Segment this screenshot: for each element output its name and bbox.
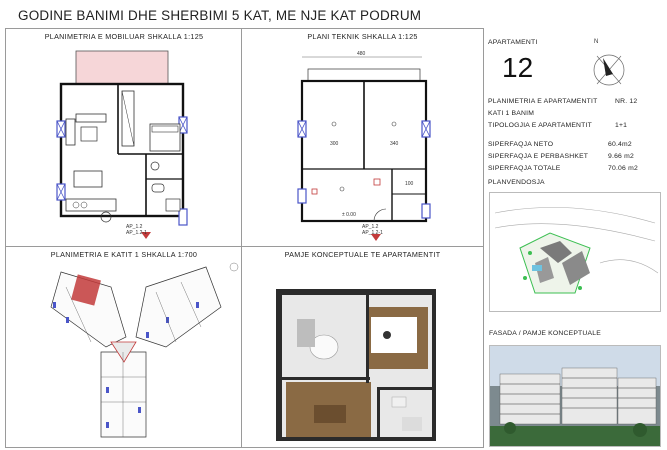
floor-plan-title: PLANIMETRIA E KATIT 1 SHKALLA 1:700 [50, 250, 198, 259]
dim-top: 480 [357, 51, 366, 57]
dim-a: 300 [330, 141, 339, 147]
area-value-0: 60.4m2 [608, 141, 632, 148]
concept-plan-render [242, 247, 483, 447]
floor-plan-drawing [6, 247, 242, 447]
furnished-plan-panel [5, 28, 243, 248]
north-arrow-icon [482, 28, 662, 108]
area-label-0: SIPERFAQJA NETO [488, 141, 554, 148]
technical-plan-title: PLANI TEKNIK SHKALLA 1:125 [307, 32, 418, 41]
area-value-1: 9.66 m2 [608, 153, 634, 160]
furnished-plan-drawing [6, 29, 242, 247]
apartment-label: APARTAMENTI [488, 39, 538, 46]
dim-b: 340 [390, 141, 399, 147]
apartment-number: 12 [502, 52, 534, 83]
furnished-section-label: AP_1.2 [126, 224, 143, 230]
row-value-2: 1+1 [615, 122, 628, 129]
floor-plan-panel [5, 246, 243, 448]
area-label-2: SIPERFAQJA TOTALE [488, 165, 561, 172]
site-plan-panel [489, 192, 661, 312]
technical-plan-panel [241, 28, 484, 248]
area-value-2: 70.06 m2 [608, 165, 638, 172]
facade-panel [489, 345, 661, 447]
concept-plan-title: PAMJE KONCEPTUALE TE APARTAMENTIT [284, 250, 441, 259]
technical-section-label-2: AP_1.2-1 [362, 230, 383, 236]
site-plan-drawing [490, 193, 660, 311]
north-label: N [594, 39, 599, 45]
facade-title: FASADA / PAMJE KONCEPTUALE [489, 330, 601, 337]
furnished-section-label-2: AP_1.2-1 [126, 230, 147, 236]
dim-c: 100 [405, 181, 414, 187]
level-mark: ± 0.00 [342, 212, 356, 218]
page-title: GODINE BANIMI DHE SHERBIMI 5 KAT, ME NJE KAT PODRUM [18, 8, 422, 23]
technical-plan-drawing [242, 29, 483, 247]
row-label-2: TIPOLOGJIA E APARTAMENTIT [488, 122, 592, 129]
facade-render [490, 346, 660, 446]
row-value-0: NR. 12 [615, 98, 638, 105]
technical-section-label: AP_1.2 [362, 224, 379, 230]
area-label-1: SIPERFAQJA E PERBASHKET [488, 153, 589, 160]
row-label-1: KATI 1 BANIM [488, 110, 535, 117]
furnished-plan-title: PLANIMETRIA E MOBILUAR SHKALLA 1:125 [44, 32, 204, 41]
concept-plan-panel [241, 246, 484, 448]
row-label-0: PLANIMETRIA E APARTAMENTIT [488, 98, 598, 105]
site-plan-title: PLANVENDOSJA [488, 179, 545, 186]
